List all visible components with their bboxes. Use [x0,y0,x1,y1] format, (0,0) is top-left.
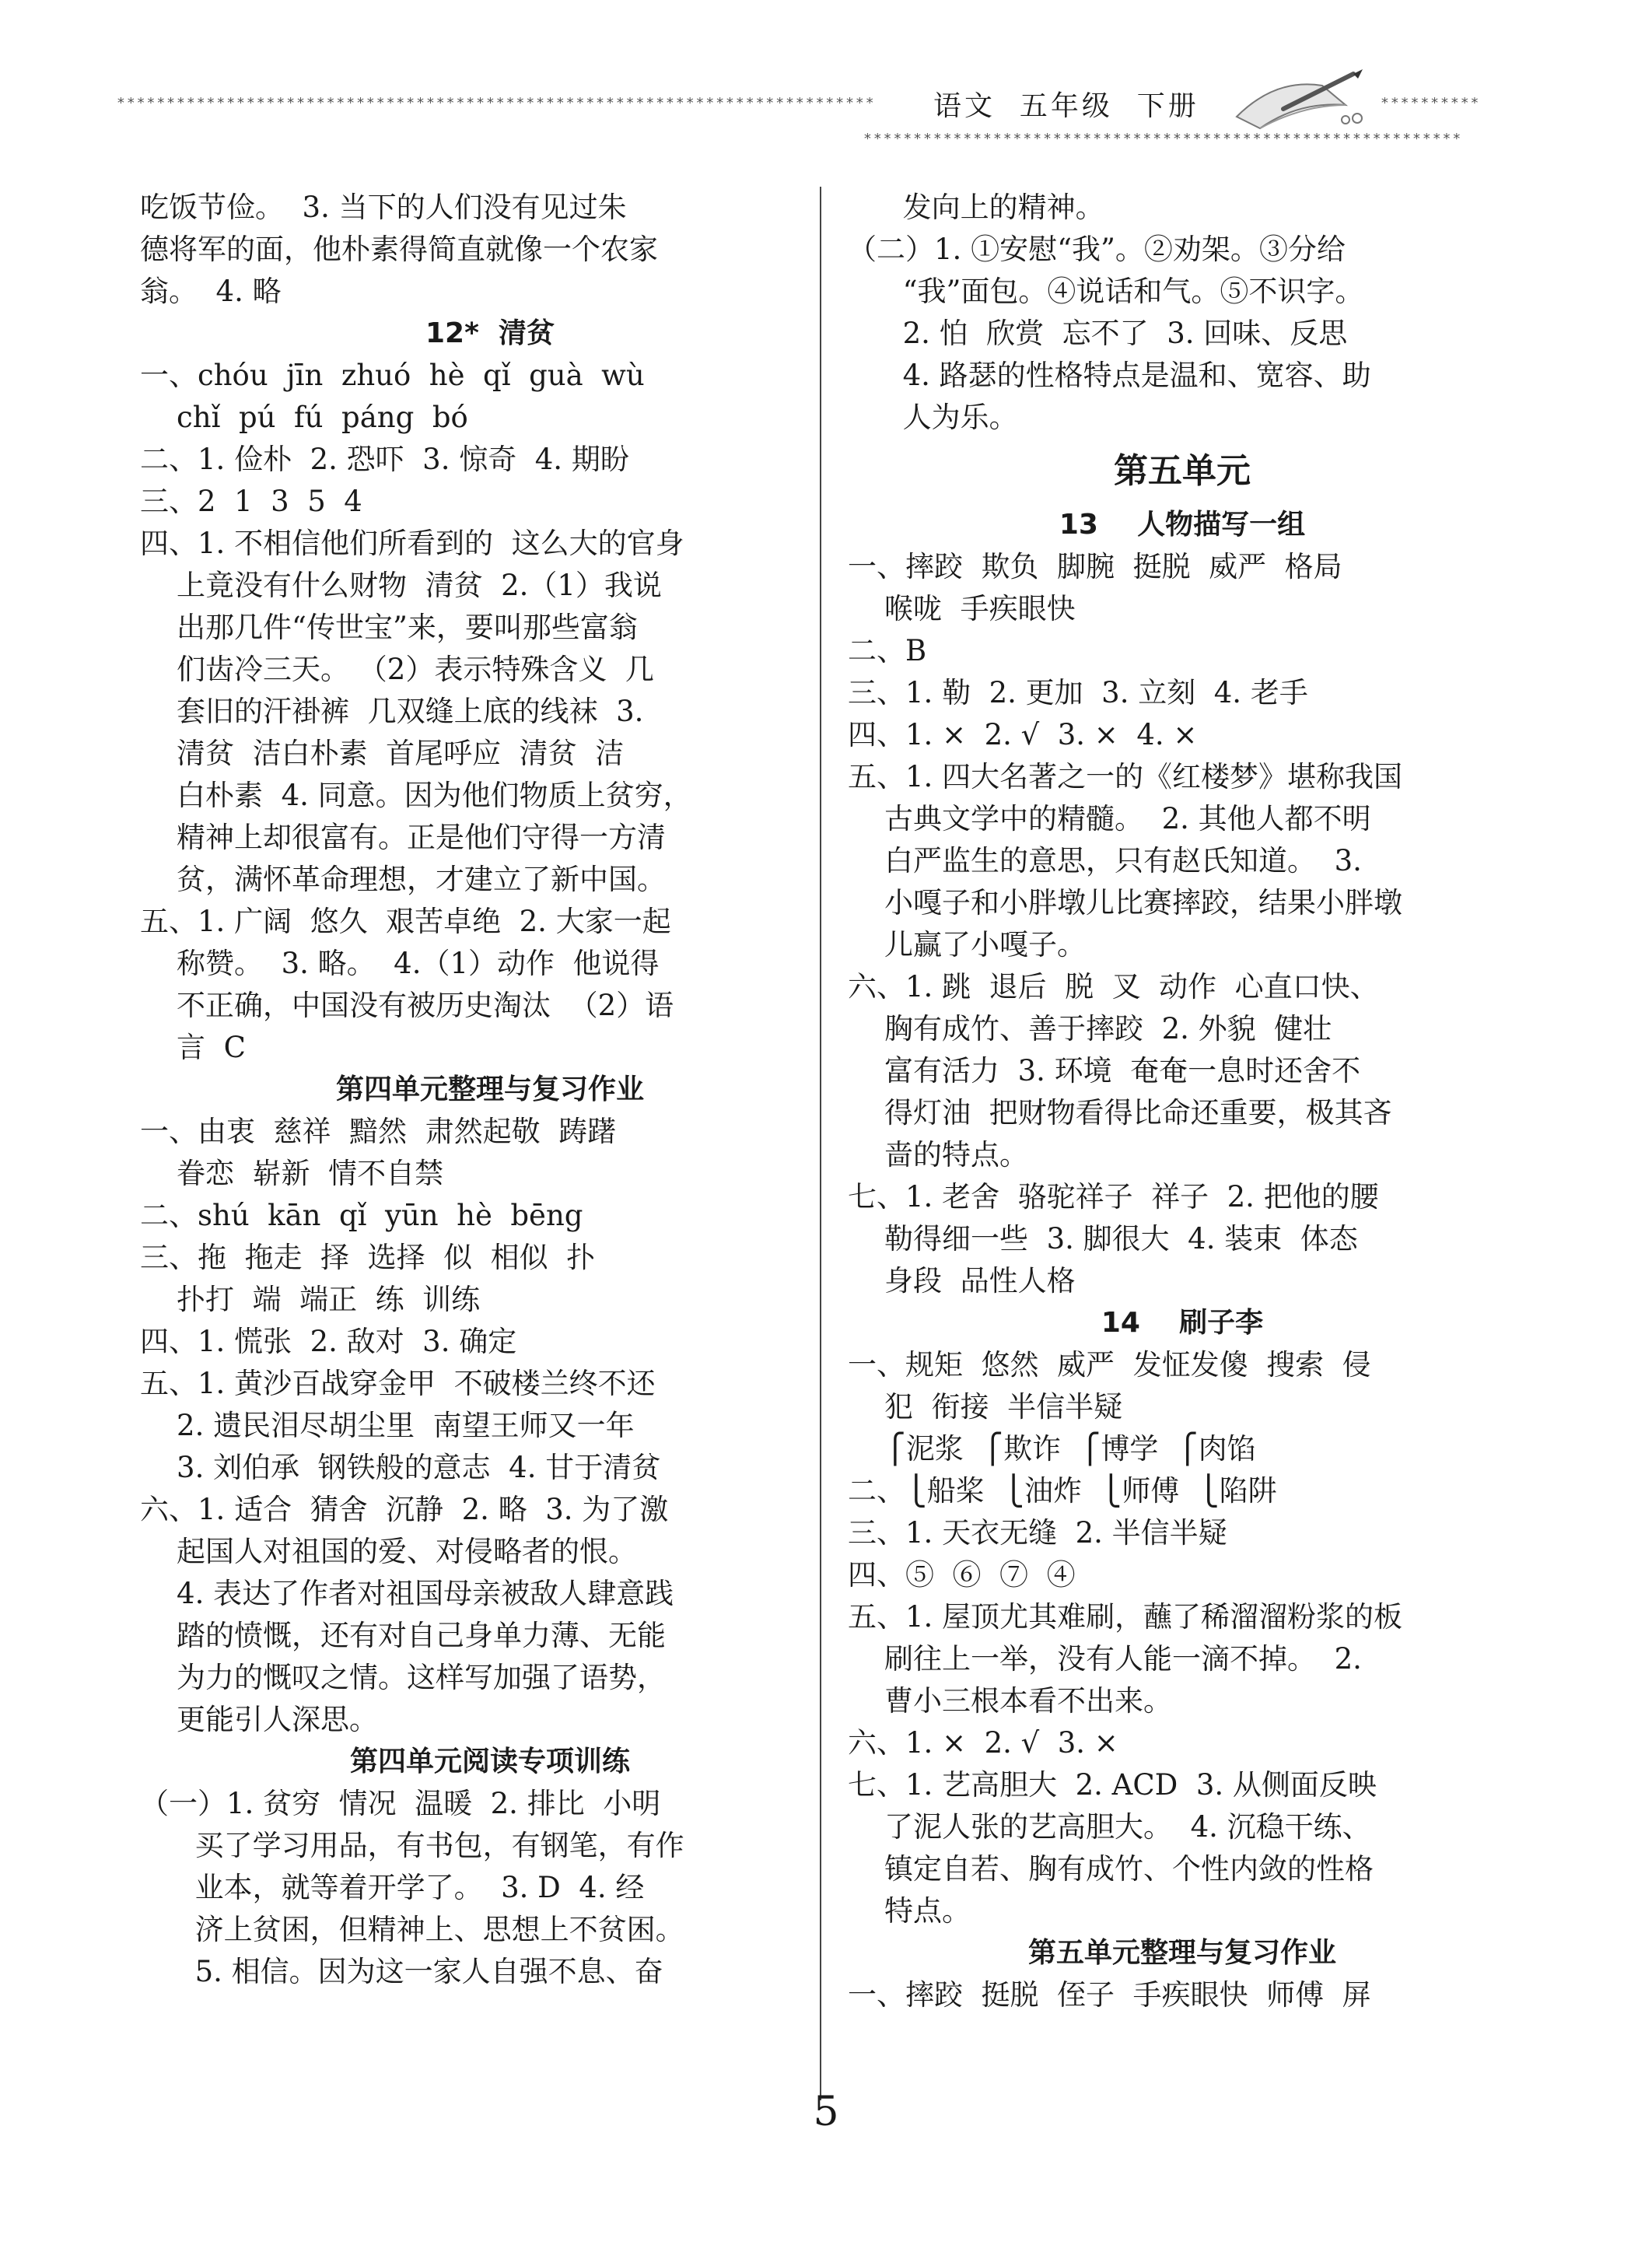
answer-line: 2. 怕 欣赏 忘不了 3. 回味、反思 [848,317,1348,350]
answer-line: 三、拖 拖走 择 选择 似 相似 扑 [140,1241,596,1274]
answer-line: 一、chóu jīn zhuó hè qǐ guà wù [140,359,645,392]
answer-line: 套旧的汗褂裤 几双缝上底的线袜 3. [140,695,644,728]
answer-line: chǐ pú fú páng bó [140,401,468,434]
answer-line: 二、shú kān qǐ yūn hè bēng [140,1199,583,1232]
answer-line: 吃饭节俭。 3. 当下的人们没有见过朱 [140,191,627,224]
answer-line: 更能引人深思。 [140,1703,379,1736]
section-title: 第四单元整理与复习作业 [335,1073,644,1105]
header-title: 语文 五年级 下册 [933,90,1199,122]
answer-line: 了泥人张的艺高胆大。 4. 沉稳干练、 [848,1810,1371,1844]
section-title: 14 刷子李 [1101,1307,1264,1339]
answer-line: 五、1. 广阔 悠久 艰苦卓绝 2. 大家一起 [140,905,671,938]
answer-line: 六、1. 适合 猜舍 沉静 2. 略 3. 为了激 [140,1493,669,1526]
answer-line: 4. 表达了作者对祖国母亲被敌人肆意践 [140,1577,674,1610]
answer-line: 小嘎子和小胖墩儿比赛摔跤，结果小胖墩 [848,886,1403,919]
answer-line: 一、摔跤 挺脱 侄子 手疾眼快 师傅 屏 [848,1978,1371,2012]
answer-line: 贫，满怀革命理想，才建立了新中国。 [140,863,667,896]
answer-line: 曹小三根本看不出来。 [848,1684,1173,1718]
answer-line: 犯 衔接 半信半疑 [848,1390,1123,1424]
answer-line: 五、1. 屋顶尤其难刷，蘸了稀溜溜粉浆的板 [848,1600,1403,1634]
answer-line: 一、由衷 慈祥 黯然 肃然起敬 踌躇 [140,1115,617,1148]
answer-line: 刷往上一举，没有人能一滴不掉。 2. [848,1642,1362,1676]
answer-line: 一、摔跤 欺负 脚腕 挺脱 威严 格局 [848,550,1342,583]
answer-line: 不正确，中国没有被历史淘汰 （2）语 [140,989,674,1022]
answer-line: 喉咙 手疾眼快 [848,592,1076,625]
section-title: 12* 清贫 [425,317,555,349]
answer-line: 四、1. 不相信他们所看到的 这么大的官身 [140,527,684,560]
left-column [140,187,840,1993]
answer-line: 精神上却很富有。正是他们守得一方清 [140,821,667,854]
header-dotted-rule-left: **************************************************************************** [117,95,876,111]
answer-line: 们齿冷三天。 （2）表示特殊含义 几 [140,653,654,686]
answer-line: 2. 遗民泪尽胡尘里 南望王师又一年 [140,1409,635,1442]
answer-line: 翁。 4. 略 [140,275,282,308]
answer-line: 镇定自若、胸有成竹、个性内敛的性格 [848,1852,1374,1886]
answer-line: 为力的慨叹之情。这样写加强了语势， [140,1661,667,1694]
answer-line: 五、1. 黄沙百战穿金甲 不破楼兰终不还 [140,1367,656,1400]
answer-line: 二、B [848,634,927,667]
answer-line: 三、2 1 3 5 4 [140,485,362,518]
answer-line: 买了学习用品，有书包，有钢笔，有作 [140,1829,684,1862]
answer-line: 上竟没有什么财物 清贫 2.（1）我说 [140,569,662,602]
answer-line: 身段 品性人格 [848,1264,1076,1298]
right-column [848,187,1517,2016]
answer-line: 富有活力 3. 环境 奄奄一息时还舍不 [848,1054,1361,1087]
answer-line: 啬的特点。 [848,1138,1029,1172]
unit-title: 第五单元 [1114,451,1251,491]
answer-line: 发向上的精神。 [848,191,1104,224]
answer-line: 三、1. 勒 2. 更加 3. 立刻 4. 老手 [848,676,1308,709]
answer-line: 眷恋 崭新 情不自禁 [140,1157,444,1190]
answer-line: 人为乐。 [848,401,1018,434]
answer-line: 济上贫困，但精神上、思想上不贫困。 [140,1913,684,1946]
book-pencil-icon [1229,62,1369,132]
answer-line: 四、⑤ ⑥ ⑦ ④ [848,1558,1076,1592]
answer-line: 业本，就等着开学了。 3. D 4. 经 [140,1871,645,1904]
answer-line: 特点。 [848,1894,971,1928]
answer-line: 三、1. 天衣无缝 2. 半信半疑 [848,1516,1227,1550]
answer-line: 4. 路瑟的性格特点是温和、宽容、助 [848,359,1371,392]
header-dotted-rule-bottom: ************************************************************ [863,131,1463,147]
answer-line: ⎧泥浆 ⎧欺诈 ⎧博学 ⎧肉馅 [848,1432,1256,1466]
answer-line: 踏的愤慨，还有对自己身单力薄、无能 [140,1619,667,1652]
answer-line: 古典文学中的精髓。 2. 其他人都不明 [848,802,1371,835]
answer-line: 七、1. 老舍 骆驼祥子 祥子 2. 把他的腰 [848,1180,1379,1214]
answer-line: 得灯油 把财物看得比命还重要，极其吝 [848,1096,1392,1130]
answer-line: 二、⎩船桨 ⎩油炸 ⎩师傅 ⎩陷阱 [848,1474,1277,1508]
answer-line: 称赞。 3. 略。 4.（1）动作 他说得 [140,947,660,980]
answer-line: （一）1. 贫穷 情况 温暖 2. 排比 小明 [140,1787,661,1820]
answer-line: 白朴素 4. 同意。因为他们物质上贫穷， [140,779,692,812]
answer-line: （二）1. ①安慰“我”。②劝架。③分给 [848,233,1346,266]
answer-line: 出那几件“传世宝”来，要叫那些富翁 [140,611,638,644]
answer-line: 3. 刘伯承 钢铁般的意志 4. 甘于清贫 [140,1451,661,1484]
section-title: 第五单元整理与复习作业 [1027,1937,1336,1969]
answer-line: 四、1. × 2. √ 3. × 4. × [848,718,1198,751]
answer-line: 六、1. 跳 退后 脱 叉 动作 心直口快、 [848,970,1379,1003]
answer-line: 一、规矩 悠然 威严 发怔发傻 搜索 侵 [848,1348,1371,1382]
answer-line: 言 C [140,1031,246,1064]
answer-line: 5. 相信。因为这一家人自强不息、奋 [140,1955,663,1988]
answer-line: 五、1. 四大名著之一的《红楼梦》堪称我国 [848,760,1403,793]
header-dotted-rule-right: ********** [1381,95,1481,111]
answer-line: 起国人对祖国的爱、对侵略者的恨。 [140,1535,638,1568]
page-number: 5 [813,2089,839,2135]
answer-line: 扑打 端 端正 练 训练 [140,1283,481,1316]
answer-line: 六、1. × 2. √ 3. × [848,1726,1118,1760]
answer-line: 胸有成竹、善于摔跤 2. 外貌 健壮 [848,1012,1332,1045]
answer-line: 德将军的面，他朴素得简直就像一个农家 [140,233,658,266]
answer-line: 七、1. 艺高胆大 2. ACD 3. 从侧面反映 [848,1768,1377,1802]
section-title: 13 人物描写一组 [1059,509,1306,541]
answer-line: 白严监生的意思，只有赵氏知道。 3. [848,844,1362,877]
answer-line: 勒得细一些 3. 脚很大 4. 装束 体态 [848,1222,1358,1256]
answer-line: “我”面包。④说话和气。⑤不识字。 [848,275,1364,308]
answer-line: 四、1. 慌张 2. 敌对 3. 确定 [140,1325,517,1358]
answer-line: 儿赢了小嘎子。 [848,928,1087,961]
section-title: 第四单元阅读专项训练 [349,1746,630,1777]
answer-line: 清贫 洁白朴素 首尾呼应 清贫 洁 [140,737,625,770]
answer-line: 二、1. 俭朴 2. 恐吓 3. 惊奇 4. 期盼 [140,443,629,476]
